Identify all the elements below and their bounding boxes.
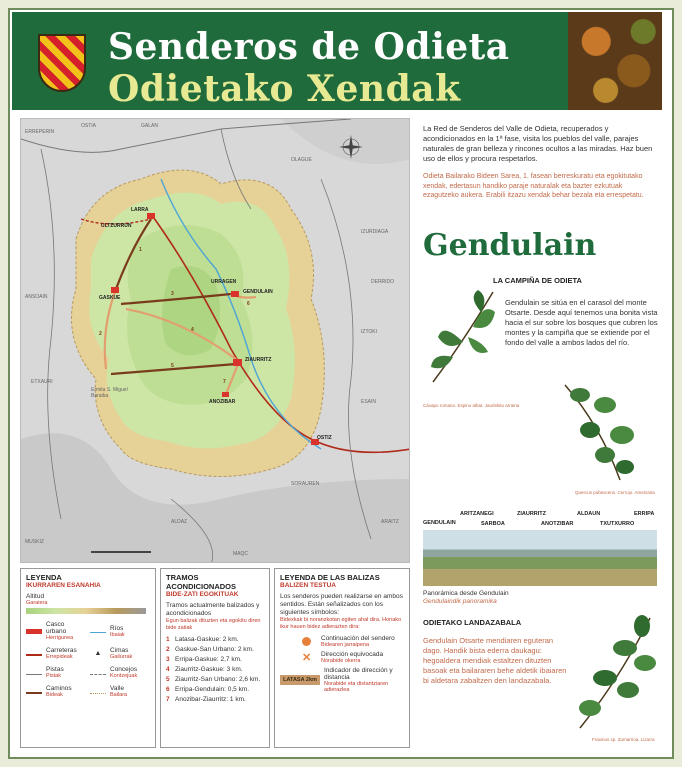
title-spanish: Senderos de Odieta	[108, 26, 510, 68]
route-number-3: 3	[171, 291, 174, 297]
map-label-gaskue: GASKUE	[99, 295, 121, 301]
legend-item-rivers: Ríos Ibaiak	[90, 621, 150, 641]
map-label-erreperin: ERREPERIN	[25, 129, 55, 135]
route-number-5: 5	[171, 363, 174, 369]
balizas-panel	[274, 568, 410, 748]
legend-item-roads: Carreteras Errepideak	[26, 647, 86, 660]
landa-heading: ODIETAKO LANDAZABALA	[423, 618, 522, 627]
route-number-7: 7	[223, 379, 226, 385]
map-label-muskiz: MUSKIZ	[25, 539, 44, 545]
council-icon	[90, 671, 106, 675]
peak-anotzibar: ANOTZIBAR	[541, 521, 574, 527]
autumn-leaves-photo	[568, 12, 662, 110]
peak-aritzanegi: ARITZANEGI	[460, 511, 494, 517]
map-label-olague: OLAGUE	[291, 157, 312, 163]
legend-panel	[20, 568, 156, 748]
balizas-intro: Los senderos pueden realizarse en ambos sentidos. Están señalizados con los siguientes símbolos:	[280, 593, 403, 616]
tramos-panel	[160, 568, 270, 748]
tramo-7: 7 Anozibar-Ziaurritz: 1 km.	[166, 696, 246, 703]
coat-of-arms-icon	[38, 34, 86, 92]
map-label-izurdiaga: IZURDIAGA	[361, 229, 389, 235]
map-label-ziaurritz: ZIAURRITZ	[245, 357, 272, 363]
altitude-label: Altitud	[26, 593, 45, 600]
tramos-title: TRAMOS ACONDICIONADOS	[166, 573, 237, 591]
header-banner	[12, 12, 662, 110]
map-label-iztoki: IZTOKI	[361, 329, 378, 335]
path-icon	[26, 690, 42, 694]
leaf-caption-1: Cáxapo romano. Espino albar. Jaurlekitu arraina	[423, 403, 520, 408]
village-anozibar	[222, 392, 229, 397]
map-label-anozibar: ANOZIBAR	[209, 399, 236, 405]
map-label-ostia: OSTIA	[81, 123, 97, 129]
map-label-gendulain: GENDULAIN	[243, 289, 273, 295]
panorama-caption-es: Panorámica desde Gendulain	[423, 590, 509, 597]
wrong-way-x-icon: ✕	[302, 651, 312, 664]
map-label-aldaz: ALDAZ	[171, 519, 188, 525]
gendulain-heading: Gendulain	[423, 228, 597, 263]
map-label-galan: GALAN	[141, 123, 158, 129]
route-number-6: 6	[247, 301, 250, 307]
summit-icon: ▲	[94, 649, 102, 657]
legend-item-councils: Concejos Kontzejuak	[90, 666, 150, 679]
tramo-3: 3 Erripa-Gaskue: 2,7 km.	[166, 656, 242, 663]
road-icon	[26, 652, 42, 656]
peak-aldaun: ALDAUN	[577, 511, 601, 517]
route-number-1: 1	[139, 247, 142, 253]
baliza-wrong: ✕ Dirección equivocada Norabide okerra	[302, 651, 384, 664]
balizas-subtitle: BALIZEN TESTUA	[280, 582, 336, 589]
map-svg	[21, 119, 410, 563]
river-icon	[90, 629, 106, 633]
title-basque: Odietako Xendak	[108, 68, 461, 110]
map-label-maqc: MAQC	[233, 551, 248, 557]
peak-sarboa: SARBOA	[481, 521, 505, 527]
ash-leaf-illustration	[570, 608, 660, 738]
legend-item-urban: Casco urbano Herrigunea	[26, 621, 86, 641]
tramos-intro-eu: Egun balizak dituzten eta egokitu diren bide zatiak	[166, 618, 261, 631]
valley-icon	[90, 690, 106, 694]
village-gendulain	[231, 291, 239, 297]
map-label-esain: ESAIN	[361, 399, 377, 405]
balizas-intro-eu: Bidexkak bi noranzkotan egiten ahal dira. Honako ikur hauen bidez adierazten dira:	[280, 617, 402, 630]
legend-item-valley: Valle Bailara	[90, 685, 150, 698]
intro-spanish: La Red de Senderos del Valle de Odieta, recuperados y acondicionados en la 1ª fase, visita los pueblos del valle, parajes naturales de gran belleza y rincones ocultos a las miradas. Haz buen uso de ellos y procura respetarlos.	[423, 124, 653, 163]
legend-item-tracks: Pistas Pistak	[26, 666, 86, 679]
map-label-derrido: DERRIDO	[371, 279, 395, 285]
peak-erripa: ERRIPA	[634, 511, 655, 517]
map-label-ostiz: OSTIZ	[317, 435, 332, 441]
map-label-urragen: URRAGEN	[211, 279, 237, 285]
legend-item-paths: Caminos Bideak	[26, 685, 86, 698]
oak-leaf-illustration	[560, 375, 640, 485]
leaf-caption-3: Fraxinus sp. Zumarrioa. Lizarra	[592, 737, 655, 742]
track-icon	[26, 671, 42, 675]
altitude-gradient	[26, 608, 146, 614]
campina-heading: LA CAMPIÑA DE ODIETA	[493, 276, 582, 285]
tramo-2: 2 Gaskue-San Urbano: 2 km.	[166, 646, 254, 653]
route-number-2: 2	[99, 331, 102, 337]
continue-dot-icon	[302, 637, 311, 646]
legend-subtitle: IKURRAREN ESANAHIA	[26, 582, 101, 589]
map-label-larra: LARRA	[131, 207, 149, 213]
altitude-label-eu: Garaiera	[26, 600, 48, 606]
tramo-4: 4 Ziaurritz-Gaskue: 3 km.	[166, 666, 243, 673]
tramos-intro: Tramos actualmente balizados y acondicionados	[166, 602, 260, 617]
peak-txutxurro: TXUTXURRO	[600, 521, 635, 527]
tramo-6: 6 Erripa-Gendulain: 0,5 km.	[166, 686, 250, 693]
campina-text: Gendulain se sitúa en el carasol del monte Otsarte. Desde aquí tenemos una bonita vista hacia el sur sobre los bosques que cubren los montes y la campiña que se extiende por el fondo del valle a ambos lados del río.	[505, 298, 658, 347]
map-label-ermita: Ermita S. Miguel Baraiba	[91, 387, 128, 399]
signpost-icon: LATASA 2km	[280, 675, 320, 685]
map-label-ansoain: ANSOAIN	[25, 294, 48, 300]
intro-basque: Odieta Bailarako Bideen Sarea, 1. fasean berreskuratu eta egokitutako xendak, edertasun handiko paraje naturalak eta bazter ezkutuak ezagutzeko aukera. Erabili itzazu xendak behar bezala eta errespetatu.	[423, 173, 644, 199]
panorama-caption-eu: Gendulaindik panoramika	[423, 598, 497, 605]
map-label-sorauren: SORAUREN	[291, 481, 320, 487]
village-larra	[147, 213, 155, 219]
scale-bar	[91, 551, 151, 553]
hawthorn-leaf-illustration	[423, 282, 503, 392]
map-label-ultzurrun: ULTZURRUN	[101, 223, 132, 229]
urban-area-icon	[26, 629, 42, 634]
baliza-signpost: LATASA 2km Indicador de dirección y distancia Norabide eta distantziaren adierazlea	[280, 667, 404, 693]
peak-ziaurritz: ZIAURRITZ	[517, 511, 547, 517]
route-number-4: 4	[191, 327, 194, 333]
balizas-title: LEYENDA DE LAS BALIZAS	[280, 573, 380, 582]
village-gaskue	[111, 287, 119, 293]
peak-gendulain: GENDULAIN	[423, 520, 456, 526]
baliza-continue: Continuación del sendero Bidearen jarraipena	[280, 635, 404, 648]
tramo-5: 5 Ziaurritz-San Urbano: 2,6 km.	[166, 676, 261, 683]
legend-title: LEYENDA	[26, 573, 62, 582]
panorama-photo	[423, 530, 657, 586]
tramo-1: 1 Latasa-Gaskue: 2 km.	[166, 636, 239, 643]
map-label-araitz: ARAITZ	[381, 519, 399, 525]
trail-map	[20, 118, 410, 563]
tramos-subtitle: BIDE-ZATI EGOKITUAK	[166, 591, 239, 598]
landa-text: Gendulain Otsarte mendiaren eguteran dago. Handik bista ederra daukagu: hegoaldera mendiak estaltzen dituzten basoak eta bailararen behe aldetik ibaiaren bi aldetara zabaltzen den landazabala.	[423, 636, 567, 685]
map-label-etxauri: ETXAURI	[31, 379, 53, 385]
legend-item-summits: ▲ Cimas Gailurrak	[90, 647, 150, 660]
village-ziaurritz	[233, 359, 242, 366]
leaf-caption-2: Quercus pubescens. Cerrojo. Ametzaria	[575, 490, 655, 495]
